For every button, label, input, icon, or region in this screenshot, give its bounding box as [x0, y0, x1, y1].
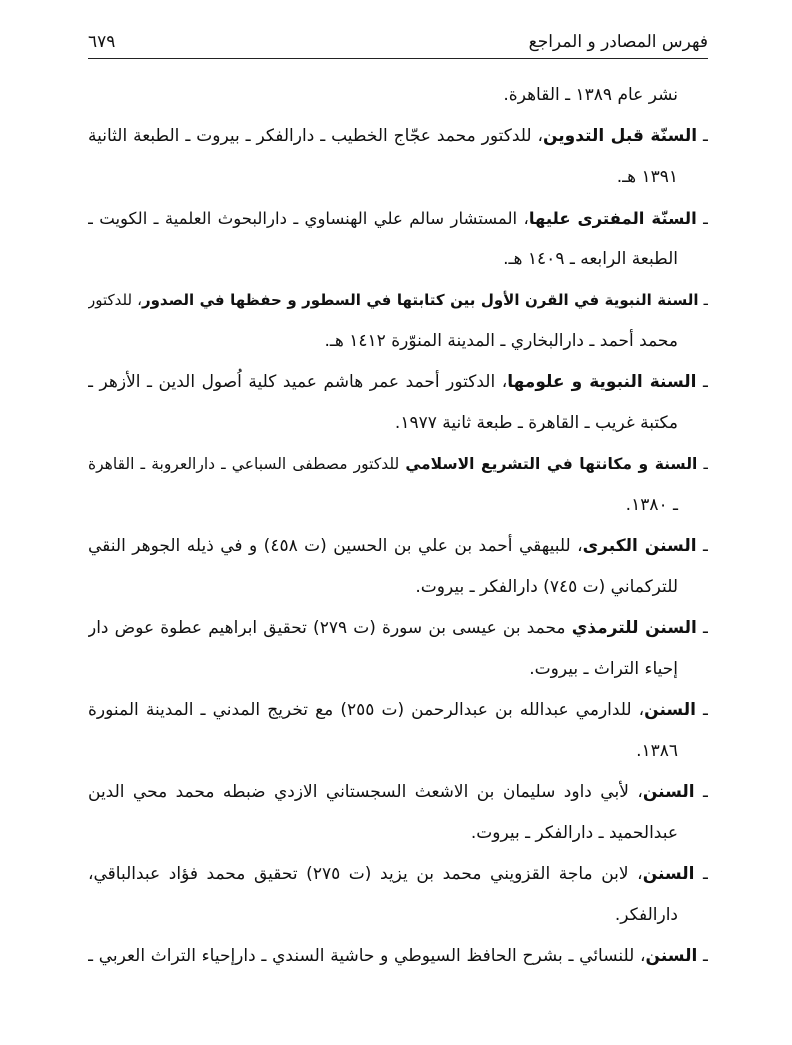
entry-first-line — [88, 280, 708, 321]
bibliography-entry — [88, 608, 708, 690]
entry-text: ، للدارمي عبدالله بن عبدالرحمن (ت ٢٥٥) مع تخريج المدني ـ المدينة المنورة — [88, 700, 645, 720]
entry-text: ، لابن ماجة القزويني محمد بن يزيد (ت ٢٧٥) تحقيق محمد فؤاد عبدالباقي، — [88, 864, 643, 884]
entry-title: السنن — [644, 700, 696, 720]
entry-dash: ـ — [703, 782, 708, 802]
entry-first-line — [88, 854, 708, 895]
entry-dash: ـ — [703, 946, 708, 966]
entry-continuation: محمد أحمد ـ دارالبخاري ـ المدينة المنوّرة ١٤١٢ هـ. — [324, 331, 678, 351]
entry-dash: ـ — [703, 536, 708, 556]
entry-first-line — [88, 608, 708, 649]
entry-dash: ـ — [703, 126, 708, 146]
entry-continuation: ١٣٩١ هـ. — [616, 167, 678, 187]
entry-title: السنة النبوية في القرن الأول بين كتابتها في السطور و حفظها في الصدور — [141, 291, 699, 309]
entry-first-line — [88, 444, 708, 485]
bibliography-entry — [88, 116, 708, 198]
entry-continuation: للتركماني (ت ٧٤٥) دارالفكر ـ بيروت. — [415, 577, 678, 597]
entry-text: ، لأبي داود سليمان بن الاشعث السجستاني الازدي ضبطه محمد محي الدين — [88, 782, 643, 802]
entry-first-line — [88, 526, 708, 567]
entry-first-line — [88, 198, 708, 239]
page-number: ٦٧٩ — [88, 32, 116, 52]
entry-title: السنن الكبرى — [582, 536, 697, 556]
bibliography-entry — [88, 198, 708, 280]
entry-title: السنن — [642, 782, 695, 802]
page — [88, 28, 708, 977]
bibliography-entry — [88, 362, 708, 444]
page-header — [88, 28, 708, 59]
entry-dash: ـ — [703, 700, 708, 720]
entry-dash: ـ — [703, 209, 708, 228]
entry-continuation: مكتبة غريب ـ القاهرة ـ طبعة ثانية ١٩٧٧. — [394, 413, 678, 433]
entry-continuation: ١٣٨٦. — [636, 741, 678, 761]
entry-title: السنن — [642, 864, 695, 884]
entry-text: ، المستشار سالم علي الهنساوي ـ دارالبحوث العلمية ـ الكويت ـ — [88, 209, 529, 228]
entry-first-line — [88, 362, 708, 403]
entry-first-line — [88, 936, 708, 977]
entry-title: السنن — [645, 946, 698, 966]
entry-text: ، للدكتور محمد عجّاج الخطيب ـ دارالفكر ـ بيروت ـ الطبعة الثانية — [88, 126, 543, 146]
entry-first-line — [88, 772, 708, 813]
entry-title: السنة و مكانتها في التشريع الاسلامي — [405, 455, 698, 473]
entry-text: ، للدكتور — [88, 291, 142, 309]
entry-dash: ـ — [703, 372, 708, 392]
entry-continuation: نشر عام ١٣٨٩ ـ القاهرة. — [503, 85, 678, 105]
entry-title: السنّة قبل التدوين — [542, 126, 698, 146]
entry-continuation: الطبعة الرابعه ـ ١٤٠٩ هـ. — [503, 249, 678, 269]
entry-text: ، للنسائي ـ بشرح الحافظ السيوطي و حاشية السندي ـ دارإحياء التراث العربي ـ — [88, 946, 646, 966]
header-title: فهرس المصادر و المراجع — [528, 32, 708, 52]
entry-title: السنن للترمذي — [571, 618, 697, 638]
entry-dash: ـ — [703, 291, 708, 309]
entry-text: ، الدكتور أحمد عمر هاشم عميد كلية اُصول الدين ـ الأزهر ـ — [88, 372, 508, 392]
entry-dash: ـ — [703, 864, 708, 884]
entry-continuation: عبدالحميد ـ دارالفكر ـ بيروت. — [470, 823, 678, 843]
bibliography-entry — [88, 772, 708, 854]
bibliography-entry — [88, 690, 708, 772]
bibliography-entry — [88, 280, 708, 362]
entry-text: محمد بن عيسى بن سورة (ت ٢٧٩) تحقيق ابراهيم عطوة عوض دار — [88, 618, 572, 638]
bibliography-entry — [88, 854, 708, 936]
entry-first-line — [88, 116, 708, 157]
entry-title: السنّة المفترى عليها — [528, 209, 697, 228]
bibliography-list — [88, 75, 708, 977]
entry-title: السنة النبوية و علومها — [507, 372, 697, 392]
entry-dash: ـ — [703, 455, 708, 473]
bibliography-entry — [88, 936, 708, 977]
bibliography-entry — [88, 444, 708, 526]
entry-first-line — [88, 690, 708, 731]
entry-continuation: ـ ١٣٨٠. — [625, 495, 678, 515]
entry-continuation: إحياء التراث ـ بيروت. — [529, 659, 678, 679]
entry-dash: ـ — [703, 618, 708, 638]
entry-continuation: دارالفكر. — [614, 905, 678, 925]
bibliography-entry — [88, 526, 708, 608]
bibliography-entry — [88, 75, 708, 116]
entry-text: للدكتور مصطفى السباعي ـ دارالعروبة ـ القاهرة — [88, 455, 406, 473]
entry-text: ، للبيهقي أحمد بن علي بن الحسين (ت ٤٥٨) و في ذيله الجوهر النقي — [88, 536, 583, 556]
